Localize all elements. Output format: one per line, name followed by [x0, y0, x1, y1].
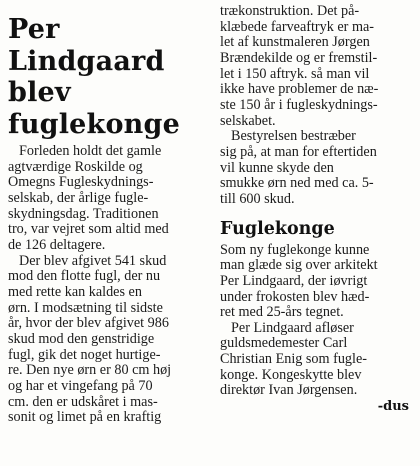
text-line: tro, var vejret som altid med: [8, 222, 169, 238]
text-line: Per Lindgaard afløser: [231, 320, 354, 336]
text-line: Forleden holdt det gamle: [19, 144, 162, 159]
left-column: [8, 14, 212, 426]
text-line: let i 150 aftryk. så man vil: [220, 66, 370, 82]
text-line: let af kunstmaleren Jørgen: [220, 35, 370, 51]
text-line: ret med 25-års tegnet.: [220, 305, 344, 321]
text-line: de 126 deltagere.: [8, 237, 106, 253]
text-line: skydningsdag. Traditionen: [8, 206, 159, 222]
text-line: direktør Ivan Jørgensen.: [220, 383, 358, 399]
text-line: konge. Kongeskytte blev: [220, 367, 362, 383]
text-line: selskabet.: [220, 113, 276, 129]
text-line: og har et vingefang på 70: [8, 378, 153, 394]
text-line: år, hvor der blev afgivet 986: [8, 316, 169, 332]
text-line: Omegns Fugleskydnings-: [8, 175, 154, 191]
text-line: re. Den nye ørn er 80 cm høj: [8, 363, 172, 379]
text-line: till 600 skud.: [220, 191, 295, 207]
text-line: skud mod den genstridige: [8, 331, 155, 347]
headline-line: fuglekonge: [8, 108, 180, 140]
text-line: ørn. I modsætning til sidste: [8, 300, 163, 316]
text-line: sonit og limet på en kraftig: [8, 410, 162, 426]
text-line: under frokosten blev hæd-: [220, 289, 370, 305]
text-line: fugl, gik det noget hurtige-: [8, 347, 161, 363]
text-line: klæbede farveaftryk er ma-: [220, 19, 375, 35]
headline-line: Per: [8, 14, 60, 45]
text-line: Per Lindgaard, der iøvrigt: [220, 273, 368, 289]
text-line: sig på, at man for eftertiden: [220, 144, 377, 160]
right-body-text-bottom: [220, 243, 413, 400]
text-line: ste 150 år i fugleskydnings-: [220, 97, 378, 113]
article-subheading: Fuglekonge: [220, 218, 335, 239]
text-line: smukke ørn ned med ca. 5-: [220, 176, 374, 192]
text-line: vil kunne skyde den: [220, 160, 334, 176]
article-byline: -dus: [377, 399, 409, 415]
text-line: agtværdige Roskilde og: [8, 159, 143, 175]
text-line: Christian Enig som fugle-: [220, 352, 367, 368]
right-column: [220, 4, 413, 415]
text-line: ikke have problemer de næ-: [220, 82, 379, 98]
text-line: trækonstruktion. Det på-: [220, 4, 360, 19]
headline-line: Lindgaard: [8, 45, 165, 77]
right-body-text-top: [220, 4, 413, 208]
text-line: mod den flotte fugl, der nu: [8, 269, 161, 285]
text-line: selskab, der årlige fugle-: [8, 190, 149, 206]
text-line: Som ny fuglekonge kunne: [220, 242, 370, 258]
text-line: man glæde sig over arkitekt: [220, 258, 378, 274]
text-line: cm. den er udskåret i mas-: [8, 394, 158, 410]
text-line: Der blev afgivet 541 skud: [19, 253, 167, 269]
text-line: Brændekilde og er fremstil-: [220, 50, 378, 66]
text-line: Bestyrelsen bestræber: [231, 129, 356, 145]
text-line: med rette kan kaldes en: [8, 284, 142, 300]
article-headline: [8, 14, 212, 140]
text-line: guldsmedemester Carl: [220, 336, 348, 352]
headline-line: blev: [8, 77, 71, 108]
left-body-text: [8, 144, 212, 426]
